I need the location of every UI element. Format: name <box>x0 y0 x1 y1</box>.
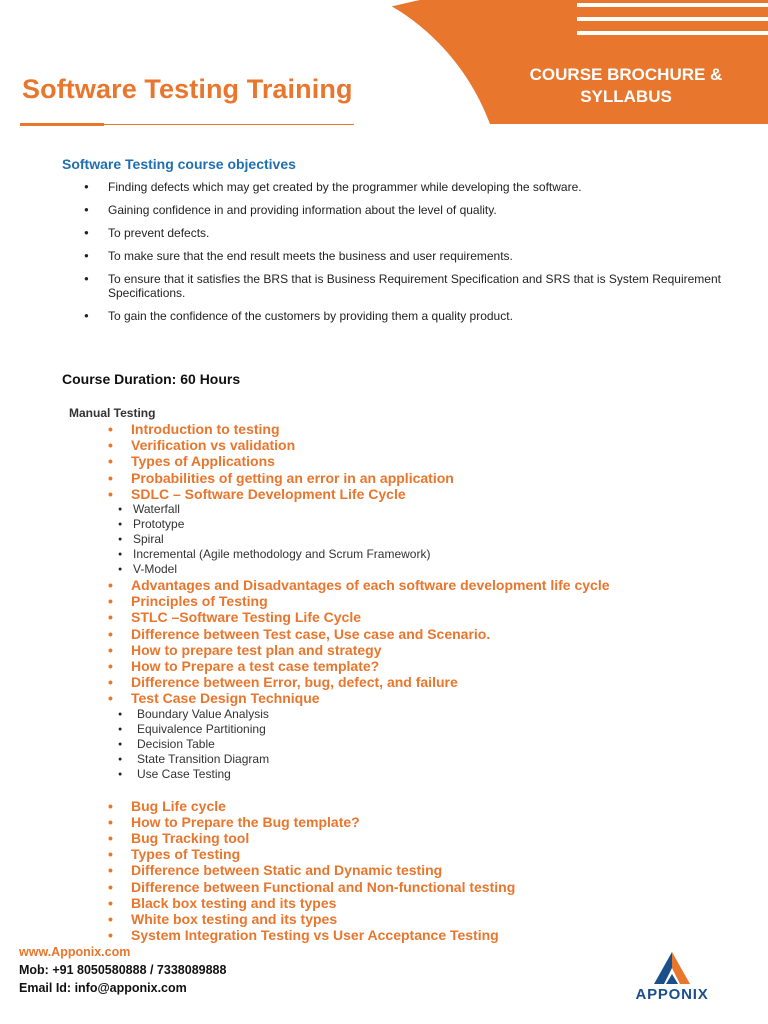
mobile-number: Mob: +91 8050580888 / 7338089888 <box>19 963 227 977</box>
objective-item: ● To make sure that the end result meets the business and user requirements. <box>84 249 768 263</box>
topic-item: • System Integration Testing vs User Acceptance Testing <box>108 927 748 943</box>
topic-item: • How to prepare test plan and strategy <box>108 642 748 658</box>
sdlc-model-item: ● V-Model <box>108 562 748 577</box>
topic-item: • Black box testing and its types <box>108 895 748 911</box>
objective-item: ● Finding defects which may get created by the programmer while developing the software. <box>84 180 768 194</box>
design-techniques-list <box>108 707 748 782</box>
design-technique-item: ● Boundary Value Analysis <box>108 707 748 722</box>
contact-block <box>19 943 226 997</box>
topic-item: • Types of Applications <box>108 453 748 469</box>
sdlc-models-group <box>108 502 748 577</box>
topic-item: • White box testing and its types <box>108 911 748 927</box>
design-technique-item: ● Use Case Testing <box>108 767 748 782</box>
objective-item: ● To prevent defects. <box>84 226 768 240</box>
topic-item: • Introduction to testing <box>108 421 748 437</box>
objective-item: ● Gaining confidence in and providing information about the level of quality. <box>84 203 768 217</box>
brochure-line-1: COURSE BROCHURE & <box>529 65 723 84</box>
logo-text: APPONIX <box>635 986 709 1003</box>
topic-item: • Difference between Error, bug, defect, and failure <box>108 674 748 690</box>
topic-item: • Probabilities of getting an error in an application <box>108 470 748 486</box>
objective-item: ● To gain the confidence of the customers by providing them a quality product. <box>84 309 768 323</box>
topic-item: • Verification vs validation <box>108 437 748 453</box>
email-address: Email Id: info@apponix.com <box>19 981 187 995</box>
topic-item: • Advantages and Disadvantages of each software development life cycle <box>108 577 748 593</box>
objective-item: ● To ensure that it satisfies the BRS that is Business Requirement Specification and SRS that is System Requirement Specifications. <box>84 272 768 300</box>
topic-item: • Test Case Design Technique <box>108 690 748 706</box>
design-technique-item: ● Equivalence Partitioning <box>108 722 748 737</box>
design-technique-item: ● Decision Table <box>108 737 748 752</box>
design-techniques-group <box>108 707 748 782</box>
sdlc-models-list <box>108 502 748 577</box>
topic-item: • SDLC – Software Development Life Cycle <box>108 486 748 502</box>
topic-item: • Bug Tracking tool <box>108 830 748 846</box>
objectives-heading: Software Testing course objectives <box>62 156 296 172</box>
sdlc-model-item: ● Prototype <box>108 517 748 532</box>
brochure-label <box>492 64 760 108</box>
page-title: Software Testing Training <box>22 74 353 104</box>
topic-item: • STLC –Software Testing Life Cycle <box>108 609 748 625</box>
sdlc-model-item: ● Incremental (Agile methodology and Scrum Framework) <box>108 547 748 562</box>
design-technique-item: ● State Transition Diagram <box>108 752 748 767</box>
title-underline <box>20 124 354 125</box>
topic-item: • Difference between Functional and Non-functional testing <box>108 879 748 895</box>
topic-item: • How to Prepare a test case template? <box>108 658 748 674</box>
course-duration: Course Duration: 60 Hours <box>62 371 241 387</box>
sdlc-model-item: ● Spiral <box>108 532 748 547</box>
website-link[interactable]: www.Apponix.com <box>19 945 131 959</box>
sdlc-model-item: ● Waterfall <box>108 502 748 517</box>
objectives-list <box>84 180 768 332</box>
topic-item: • Bug Life cycle <box>108 798 748 814</box>
topic-item: • Difference between Test case, Use case and Scenario. <box>108 626 748 642</box>
syllabus-topic-list <box>108 421 748 943</box>
list-spacer <box>108 782 748 798</box>
topic-item: • Principles of Testing <box>108 593 748 609</box>
brochure-line-2: SYLLABUS <box>580 87 672 106</box>
topic-item: • Types of Testing <box>108 846 748 862</box>
topic-item: • Difference between Static and Dynamic testing <box>108 862 748 878</box>
topic-item: • How to Prepare the Bug template? <box>108 814 748 830</box>
section-label-manual-testing: Manual Testing <box>69 406 156 420</box>
